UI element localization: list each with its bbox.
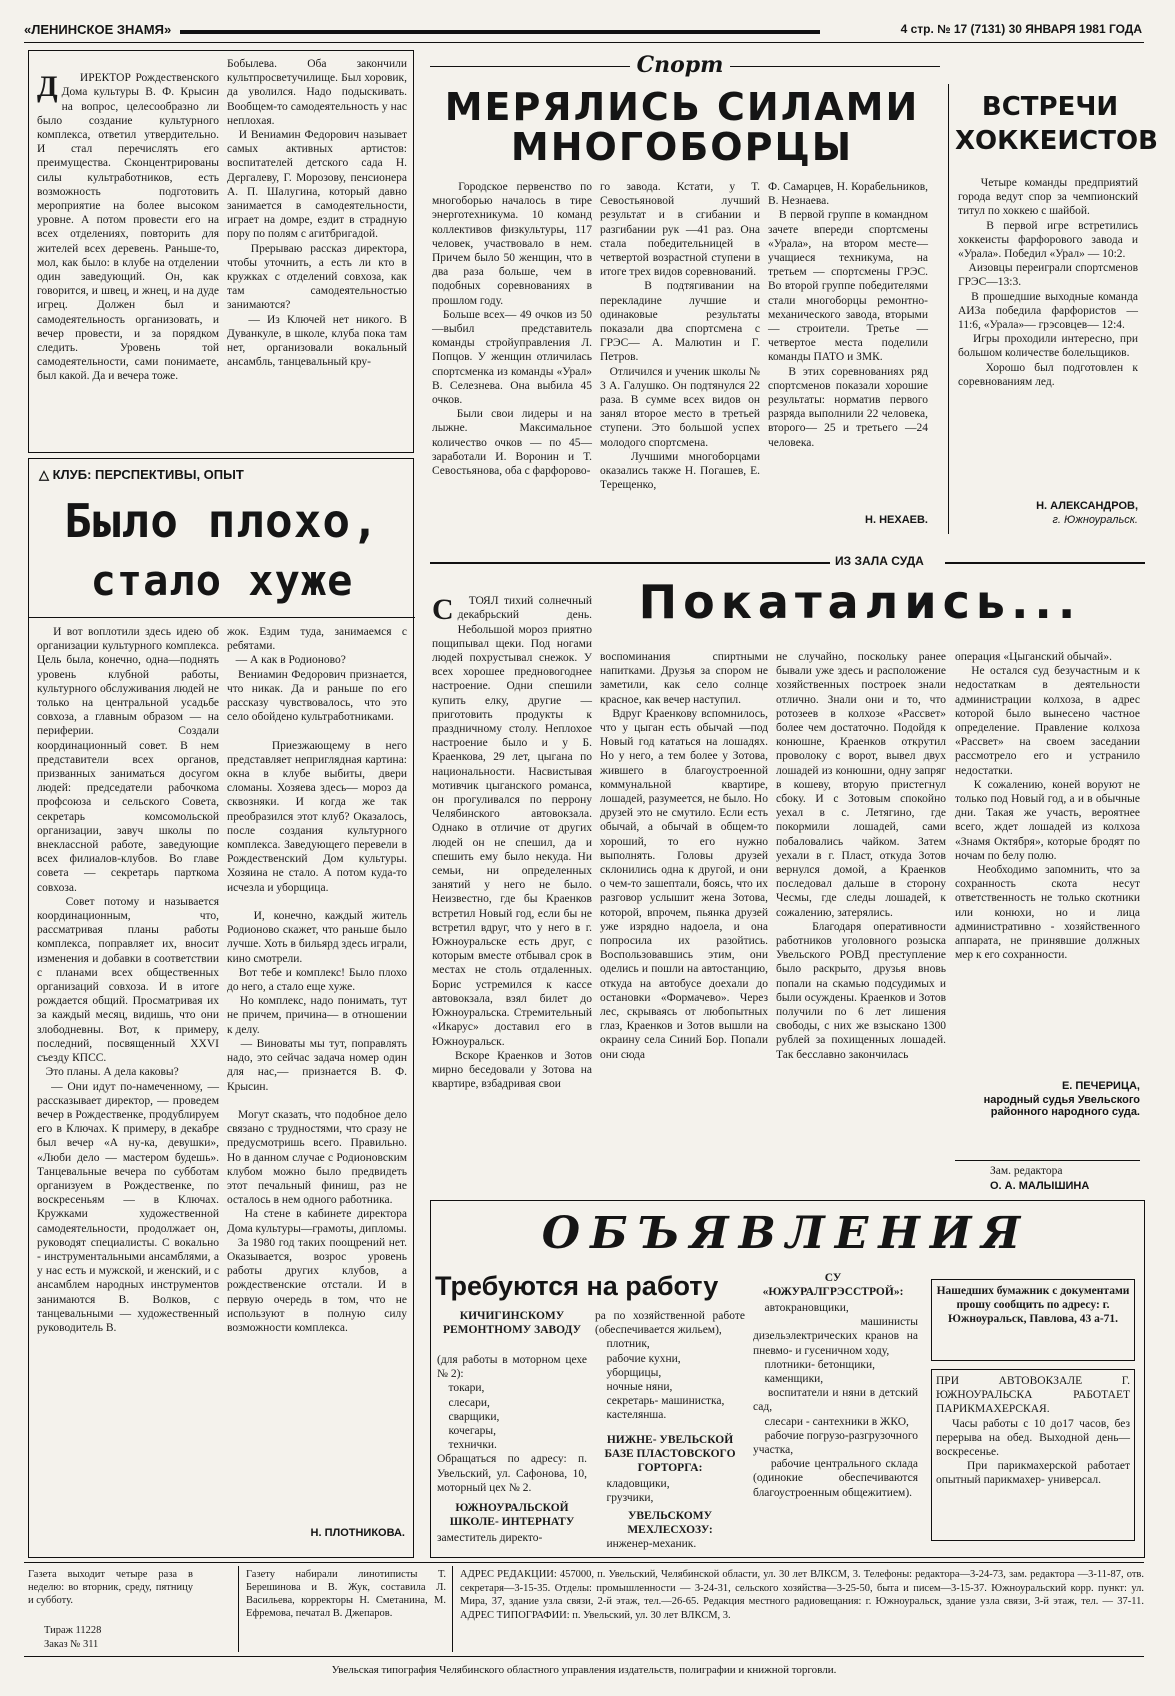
- org2-text: заместитель директо-: [437, 1532, 543, 1544]
- court-headline: Покатались...: [638, 575, 1082, 629]
- footer-divider-1: [238, 1566, 239, 1652]
- sport-rule-right: [730, 66, 940, 67]
- hockey-headline-1: ВСТРЕЧИ: [981, 92, 1119, 122]
- editor-name: О. А. МАЛЫШИНА: [990, 1180, 1090, 1192]
- court-signature: Е. ПЕЧЕРИЦА,: [1061, 1080, 1140, 1092]
- paper-name: «ЛЕНИНСКОЕ ЗНАМЯ»: [24, 22, 172, 37]
- barber-box: ПРИ АВТОВОКЗАЛЕ Г. ЮЖНОУРАЛЬСКА РАБОТАЕТ ПАРИКМАХЕРСКАЯ. Часы работы с 10 до17 часов, без перерыва на обед. Выходной день— воскресенье. При парикмахерской работает опытный парикмахер- универсал.: [931, 1369, 1135, 1541]
- org3-name: НИЖНЕ- УВЕЛЬСКОЙ БАЗЕ ПЛАСТОВСКОГО ГОРТОРГА:: [604, 1434, 739, 1475]
- sport-signature: Н. НЕХАЕВ.: [865, 514, 928, 526]
- editor-title: Зам. редактора: [990, 1165, 1063, 1177]
- hockey-signature-city: г. Южноуральск.: [1052, 514, 1138, 526]
- club-article-box: [28, 458, 414, 1558]
- ads-col2: ра по хозяйственной работе (обеспечивается жильем), плотник, рабочие кухни, уборщицы, ночные няни, секретарь- машинистка, кастелянша.: [595, 1310, 745, 1422]
- footer-schedule: Газета выходит четыре раза в неделю: во вторник, среду, пятницу и субботу.: [28, 1569, 196, 1606]
- court-signature-role: народный судья Увельского районного народного суда.: [983, 1094, 1140, 1118]
- court-col3: не случайно, поскольку ранее бывали уже здесь и расположение хозяйственных построек знали отлично. Знали они и то, что ротозеев в колхозе «Рассвет» более чем достаточно. Подойдя к конюшне, Краенков открутил проволоку с ворот, вывел двух лошадей из конюшни, одну запряг в кошеву, вторую пристегнул сбоку. И с Зотовым спокойно уехал в с. Летягино, где покормили лошадей, сами побаловались чайком. Затем уехали в г. Пласт, откуда Зотов вернулся домой, а Краенков последовал дальше в сторону Чесмы, где следы лошадей, к сожалению, затерялись. Благодаря оперативности работников уголовного розыска Увельского РОВД преступление было раскрыто, друзья вновь попали на скамью подсудимых и были осуждены. Краенков и Зотов получили по 6 лет лишения свободы, с них же взыскано 1300 рублей за похищенных лошадей. Так бесславно закончилась: [776, 651, 946, 1061]
- court-rule-right: [945, 562, 1145, 564]
- masthead-rule-bottom: [24, 42, 1144, 43]
- left-top-col2: Бобылева. Оба закончили культпросветучилище. Был хоровик, да уволился. Надо подыскивать. Вообщем-то самодеятельность у нас неплохая. И Вениамин Федорович называет самых активных артистов: воспитателей детского сада Н. Дергалеву, Г. Морозову, пенсионера А. П. Шалугина, который давно занимается в самодеятельности, играет на домре, ездит в страдную пору по полям с агитбригадой. Прерываю рассказ директора, чтобы уточнить, а есть ли кто в кружках с отделений совхоза, как там самодеятельностью занимаются? — Из Ключей нет никого. В Дуванкуле, в школе, клуба пока там нет, организовали вокальный ансамбль, танцевальный кру-: [227, 58, 408, 369]
- court-rubric: ИЗ ЗАЛА СУДА: [835, 554, 924, 568]
- org1-name: КИЧИГИНСКОМУ РЕМОНТНОМУ ЗАВОДУ: [442, 1310, 582, 1337]
- hockey-signature: Н. АЛЕКСАНДРОВ,: [1036, 500, 1138, 512]
- club-rubric: △ КЛУБ: ПЕРСПЕКТИВЫ, ОПЫТ: [39, 467, 244, 482]
- jobs-title: Требуются на работу: [435, 1271, 719, 1301]
- ads-box: [430, 1200, 1145, 1558]
- footer-circulation: Тираж 11228: [44, 1625, 102, 1636]
- sport-rubric: Спорт: [636, 52, 724, 78]
- club-col2: жок. Ездим туда, занимаемся с ребятами. — А как в Родионово? Вениамин Федорович признается, что никак. Да и раньше по его рассказу чувствовалось, что это село обойдено культработниками. Приезжающему в него представляет неприглядная картина: окна в клубе выбиты, двери сломаны. Хозяева здесь— мороз да сквозняки. И когда же так преобразился этот клуб? Оказалось, после создания культурного комплекса. Заведующего перевели в Рождественский Дом культуры. Хозяина не стало. А потом куда-то исчезла и уборщица. И, конечно, каждый житель Родионово скажет, что раньше было лучше. Хоть в бильярд здесь играли, кино смотрели. Вот тебе и комплекс! Было плохо до него, а стало еще хуже. Но комплекс, надо понимать, тут не причем, причина— в отношении к делу. — Виноваты мы тут, поправлять надо, это сейчас задача номер один для нас,— признается В. Ф. Крысин. Могут сказать, что подобное дело связано с трудностями, что сразу не предусмотришь всего. Правильно. Но в данном случае с Родионовским клубом можно было предвидеть этот печальный финиш, раз не осталось в нем одного работника. На стене в кабинете директора Дома культуры—грамоты, дипломы. За 1980 год таких поощрений нет. Оказывается, возрос уровень работы других клубов, а рождественские отстали. И в первую очередь в том, что не используют в полную силу возможности комплекса.: [227, 626, 408, 1334]
- issue-line: 4 стр. № 17 (7131) 30 ЯНВАРЯ 1981 ГОДА: [900, 22, 1142, 36]
- court-rule-left: [430, 562, 830, 564]
- footer-rule-top: [24, 1562, 1144, 1563]
- sport-headline-1: МЕРЯЛИСЬ СИЛАМИ: [444, 85, 920, 129]
- org5-name: СУ «ЮЖУРАЛГРЭССТРОЙ»:: [762, 1272, 904, 1299]
- org5-text: автокрановщики, машинисты дизельэлектрических кранов на пневмо- и гусеничном ходу, плотники- бетонщики, каменщики, воспитатели и няни в детский сад, слесари - сантехники в ЖКО, рабочие погрузо-разгрузочного участка, рабочие центрального склада (одинокие обеспечиваются благоустроенным общежитием).: [753, 1302, 919, 1499]
- sport-col3: Ф. Самарцев, Н. Корабельников, В. Незнаева. В первой группе в командном зачете впереди спортсмены «Урала», на втором месте— учащиеся техникума, на третьем — спортсмены ГРЭС. Во второй группе победителями стали многоборцы ремонтно-механического завода, вторыми — строители. Третье —четвертое места поделили команды ПАТО и ЗМК. В этих соревнованиях ряд спортсменов показали хорошие результаты: норматив первого разряда выполнили 22 человека, второго— 25 и третьего —24 человека.: [768, 181, 929, 449]
- left-top-text: ИРЕКТОР Рождественского Дома культуры В. Ф. Крысин на вопрос, целесообразно ли было создание культурного комплекса, ответил утвердительно. И стал перечислять его преимущества. Сконцентрированы силы культработников, есть возможность подготовить мероприятие на более высоком уровне. А потом провести его на всех отделениях, повторить для жителей всех деревень. Раньше-то, мол, как было: в клубе на отделении один заведующий. Он, как говорится, и швец, и жнец, и на дуде игрец. Должен был и самодеятельность организовать, и вечер провести, и за порядком следить. Уровень той самодеятельности, сами понимаете, был какой. Да и вечера тоже.: [37, 72, 222, 383]
- org4-name: УВЕЛЬСКОМУ МЕХЛЕСХОЗУ:: [627, 1510, 715, 1537]
- editor-rule: [955, 1160, 1140, 1161]
- dropcap-s: С: [432, 593, 454, 627]
- org2-name: ЮЖНОУРАЛЬСКОЙ ШКОЛЕ- ИНТЕРНАТУ: [449, 1502, 575, 1529]
- court-intro: [432, 580, 592, 1190]
- footer-typesetters: Газету набирали линотиписты Т. Берешинова и В. Жук, составила Л. Васильева, корректоры Н. Сметанина, М. Ефремова, печатал В. Джепаров.: [246, 1569, 449, 1619]
- org4-text: инженер-механик.: [595, 1538, 697, 1550]
- court-col4: операция «Цыганский обычай». Не остался суд безучастным и к недостаткам в деятельности администрации колхоза, в адрес которой было вынесено частное определение. Правление колхоза «Рассвет» на своем заседании рассмотрело его и устранило недостатки. К сожалению, коней воруют не только под Новый год, а и в обычные дни. Такая же участь, вероятнее всего, ждет лошадей из колхоза «Знамя Октября», которые бродят по ночам по белу полю. Необходимо запомнить, что за сохранность скота несут ответственность не только скотники или конюхи, но и лица административно - хозяйственного аппарата, не принявшие должных мер к его сохранности.: [955, 651, 1141, 962]
- club-headline-2: стало хуже: [90, 556, 354, 605]
- sport-col2: го завода. Кстати, у Т. Севостьяновой лучший результат и в сгибании и разгибании рук —41 раз. Она стала победительницей в четвертой возрастной ступени в итоге трех видов соревнований. В подтягивании на перекладине лучшие и одинаковые результаты показали два спортсмена с ГРЭС— А. Малютин и Г. Петров. Отличился и ученик школы № 3 А. Галушко. Он подтянулся 22 раза. В сумме всех видов он занял второе место в третьей ступени. Это большой успех молодого спортсмена. Лучшими многоборцами оказались также Н. Погашев, Е. Терещенко,: [600, 181, 761, 492]
- club-divider: [29, 617, 415, 618]
- court-col2: воспоминания спиртными напитками. Друзья за спором не заметили, как село солнце красное, как вечер наступил. Вдруг Краенкову вспомнилось, что у цыган есть обычай —под Новый год кататься на лошадях. Но у него, а тем более у Зотова, жившего в благоустроенной коммунальной квартире, лошадей, разумеется, не было. Но друзей это не смутило. Если есть обычай, а обычай в общем-то хороший, то его нужно выполнять. Головы друзей склонились одна к другой, и они о чем-то зашептали, боясь, что их разговор услышит жена Зотова, которой, впрочем, пьянка друзей уже изрядно надоела, и она попросила их разойтись. Воспользовавшись этим, они оделись и пошли на автостанцию, откуда на автобусе доехали до остановки «Формачево». Через лес, скрываясь от любопытных глаз, Краенков и Зотов вышли на окраину села Синий Бор. Попали они сюда: [600, 651, 768, 1061]
- sport-col1: Городское первенство по многоборью началось в тире энерготехникума. 10 команд коллективов физкультуры, 117 человек, участвовало в нем. Причем было 50 женщин, что в два раза больше, чем в подобных соревнованиях в прошлом году. Больше всех— 49 очков из 50—выбил представитель команды стройуправления Л. Попцов. У женщин отличилась спортсменка из команды «Урал» В. Селезнева. Она выбила 45 очков. Были свои лидеры и на лыжне. Максимальное количество очков — по 45— заработали И. Воронин и Т. Севостьянова, оба с фарфорово-: [432, 181, 593, 478]
- hockey-headline-2: ХОККЕИСТОВ: [955, 126, 1158, 156]
- left-top-col1: [37, 57, 222, 447]
- footer-rule-bottom: [24, 1656, 1144, 1657]
- lost-docs-box: Нашедших бумажник с документами прошу сообщить по адресу: г. Южноуральск, Павлова, 43 а-71.: [931, 1279, 1135, 1361]
- club-headline-1: Было плохо,: [64, 494, 380, 548]
- hockey-divider: [948, 84, 949, 534]
- ads-headline: ОБЪЯВЛЕНИЯ: [541, 1208, 1031, 1259]
- dropcap-d: Д: [37, 70, 58, 104]
- masthead-rule-left: [180, 30, 820, 34]
- footer-printer: Увельская типография Челябинского областного управления издательств, полиграфии и книжной торговли.: [331, 1664, 837, 1676]
- footer-address: АДРЕС РЕДАКЦИИ: 457000, п. Увельский, Челябинской области, ул. 30 лет ВЛКСМ, 3. Телефоны: редактора—3-24-73, зам. редактора —3-11-87, отв. секретаря—3-15-35. Отделы: промышленности — 3-24-31, сельского хозяйства—3-25-50, быта и писем—3-15-37. Южноуральский корр. пункт: ул. Мира, 37, здание узла связи, 2-й этаж, тел.—26-65. Редакция местного радиовещания: г. Южноуральск, здание узла связи, 3-й этаж, тел. — 37-11. АДРЕС ТИПОГРАФИИ: п. Увельский, ул. 30 лет ВЛКСМ, 3.: [460, 1569, 1147, 1621]
- footer-divider-2: [452, 1566, 453, 1652]
- hockey-text: Четыре команды предприятий города ведут спор за чемпионский титул по хоккею с шайбой. В первой игре встретились хоккеисты фарфорового завода и «Урала». Победил «Урал» — 10:2. Аизовцы переиграли спортсменов ГРЭС—13:3. В прошедшие выходные команда АИЗа победила фарфористов — 11:6, «Урала»— грэсовцев— 12:4. Игры проходили интересно, при большом количестве болельщиков. Хорошо был подготовлен к соревнованиям лед.: [958, 177, 1139, 388]
- court-intro-text: ТОЯЛ тихий солнечный декабрьский день. Небольшой мороз приятно пощипывал щеки. Под ногами людей похрустывал снежок. У всех хорошее предновогоднее настроение. Одни спешили купить елку, другие — приготовить продукты к праздничному столу. Неплохое настроение было и у Б. Краенкова, 29 лет, цыгана по национальности. Насвистывая мотивчик цыганского романса, он прогуливался по перрону Челябинского автовокзала. Однако в отличие от других людей он не спешил, да и спешить ему было некуда. Ни семьи, ни определенных занятий у него не было. Неизвестно, где бы Краенков встретил Новый год, если бы не встретил вдруг, что у него в г. Южноуральске есть друг, с которым вместе отбывал срок в местах не столь отдаленных. Борис устремился к кассе автовокзала, взял билет до Южноуральска. Стремительный «Икарус» доставил его в Южноуральск. Вскоре Краенков и Зотов мирно беседовали у Зотова на квартире, взбадривая свои: [432, 595, 593, 1091]
- left-top-box: [28, 50, 414, 453]
- sport-rule-left: [430, 66, 630, 67]
- sport-headline-2: МНОГОБОРЦЫ: [510, 125, 854, 169]
- footer-order: Заказ № 311: [44, 1639, 99, 1650]
- club-signature: Н. ПЛОТНИКОВА.: [310, 1527, 405, 1539]
- club-col1: И вот воплотили здесь идею об организации культурного комплекса. Цель была, конечно, одна—поднять уровень клубной работы, культурного обслуживания людей не только на центральной усадьбе совхоза, а главным образом — на периферии. Создали координационный совет. В нем представители всех органов, призванных заниматься досугом людей: председатели рабочкома профсоюза и сельского Совета, секретарь комсомольской организации, завуч школы по внеклассной работе, заведующие всех филиалов-клубов. Во главе совета — секретарь парткома совхоза. Совет потому и называется координационным, что, рассматривая планы работы комплекса, поправляет их, вносит изменения и добавки в соответствии с планами всех общественных организаций совхоза. И в итоге рождается общий. Просматривая их за каждый месяц, видишь, что они злободневны. Вот, к примеру, последний, посвященный XXVI съезду КПСС. Это планы. А дела каковы? — Они идут по-намеченному, — рассказывает директор, — проведем вечер в Рождественке, продублируем его в Ключах. К примеру, в декабре был вечер «А ну-ка, девушки», «Люби дело — мастером будешь». Танцевальные вечера по субботам организуем в Рождественке, по воскресеньям — в Ключах. Кружками художественной самодеятельности, продолжает он, руководят специалисты. С вокально - инструментальными ансамблями, а у нас есть и мужской, и женский, и с ансамблем народных инструментов занимаются В. Волков, с танцевальными — художественный руководитель В.: [37, 626, 220, 1334]
- org3-text: кладовщики, грузчики,: [606, 1478, 670, 1505]
- org1-text: (для работы в моторном цехе № 2): токари, слесари, сварщики, кочегары, технички. Обращаться по адресу: п. Увельский, ул. Сафонова, 10, моторный цех № 2.: [437, 1354, 587, 1494]
